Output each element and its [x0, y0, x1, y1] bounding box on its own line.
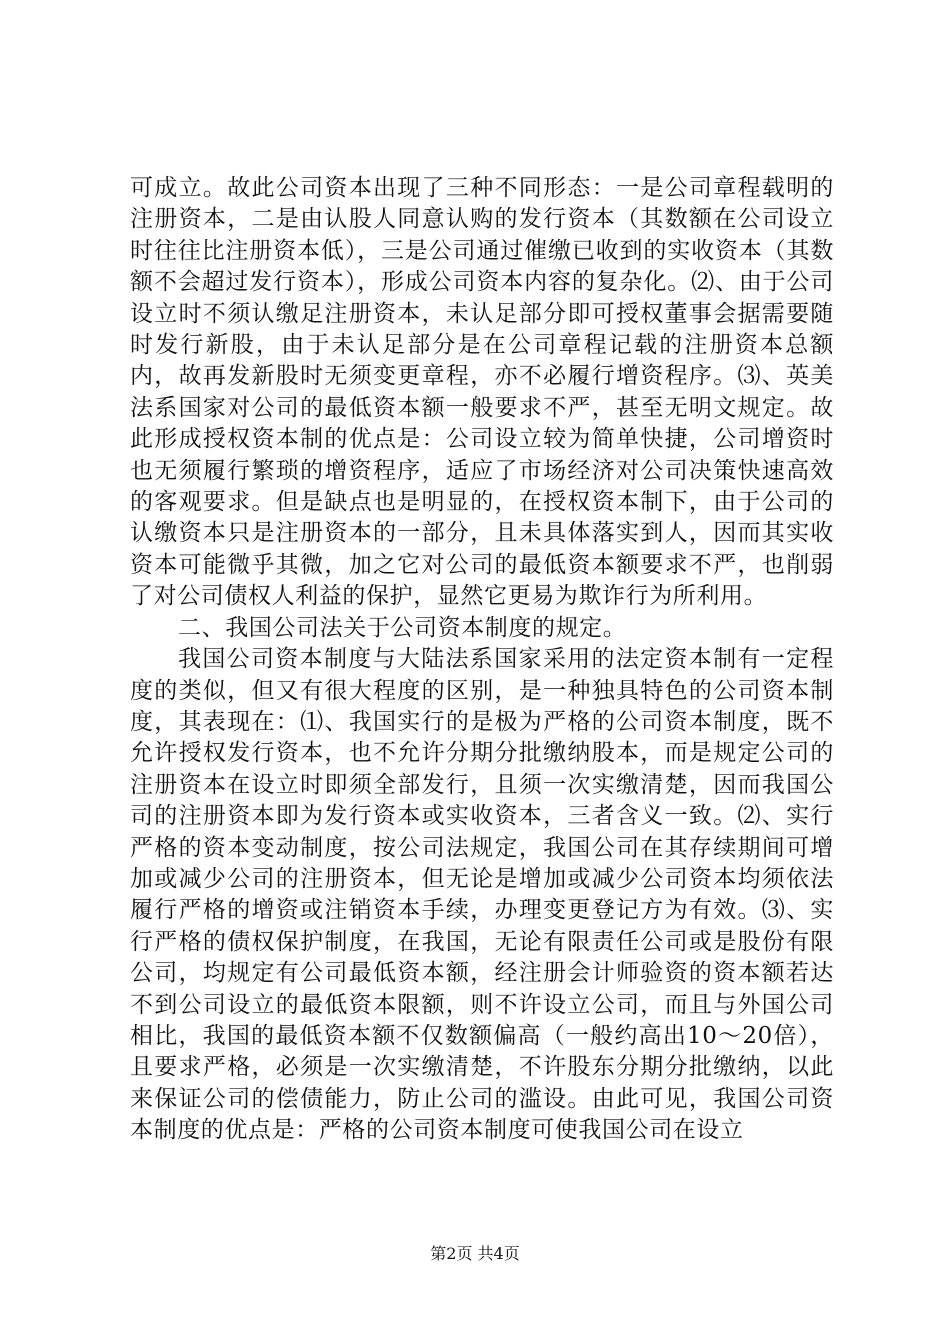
page-footer	[0, 1243, 950, 1265]
paragraph-china-capital-system: 我国公司资本制度与大陆法系国家采用的法定资本制有一定程度的类似，但又有很大程度的区别，是一种独具特色的公司资本制度，其表现在：⑴、我国实行的是极为严格的公司资本制度，既不允许授权发行资本，也不允许分期分批缴纳股本，而是规定公司的注册资本在设立时即须全部发行，且须一次实缴清楚，因而我国公司的注册资本即为发行资本或实收资本，三者含义一致。⑵、实行严格的资本变动制度，按公司法规定，我国公司在其存续期间可增加或减少公司的注册资本，但无论是增加或减少公司资本均须依法履行严格的增资或注销资本手续，办理变更登记方为有效。⑶、实行严格的债权保护制度，在我国，无论有限责任公司或是股份有限公司，均规定有公司最低资本额，经注册会计师验资的资本额若达不到公司设立的最低资本限额，则不许设立公司，而且与外国公司相比，我国的最低资本额不仅数额偏高（一般约高出10～20倍），且要求严格，必须是一次实缴清楚，不许股东分期分批缴纳，以此来保证公司的偿债能力，防止公司的滥设。由此可见，我国公司资本制度的优点是：严格的公司资本制度可使我国公司在设立	[130, 646, 834, 1144]
section-heading-china-company-law: 二、我国公司法关于公司资本制度的规定。	[178, 614, 627, 641]
paragraph-authorized-capital-analysis: 可成立。故此公司资本出现了三种不同形态：一是公司章程载明的注册资本，二是由认股人同意认购的发行资本（其数额在公司设立时往往比注册资本低），三是公司通过催缴已收到的实收资本（其数额不会超过发行资本），形成公司资本内容的复杂化。⑵、由于公司设立时不须认缴足注册资本，未认足部分即可授权董事会据需要随时发行新股，由于未认足部分是在公司章程记载的注册资本总额内，故再发新股时无须变更章程，亦不必履行增资程序。⑶、英美法系国家对公司的最低资本额一般要求不严，甚至无明文规定。故此形成授权资本制的优点是：公司设立较为简单快捷，公司增资时也无须履行繁琐的增资程序，适应了市场经济对公司决策快速高效的客观要求。但是缺点也是明显的，在授权资本制下，由于公司的认缴资本只是注册资本的一部分，且未具体落实到人，因而其实收资本可能微乎其微，加之它对公司的最低资本额要求不严，也削弱了对公司债权人利益的保护，显然它更易为欺诈行为所利用。	[130, 175, 834, 610]
document-body	[130, 173, 834, 1147]
page-number-label: 第2页 共4页	[430, 1244, 520, 1263]
